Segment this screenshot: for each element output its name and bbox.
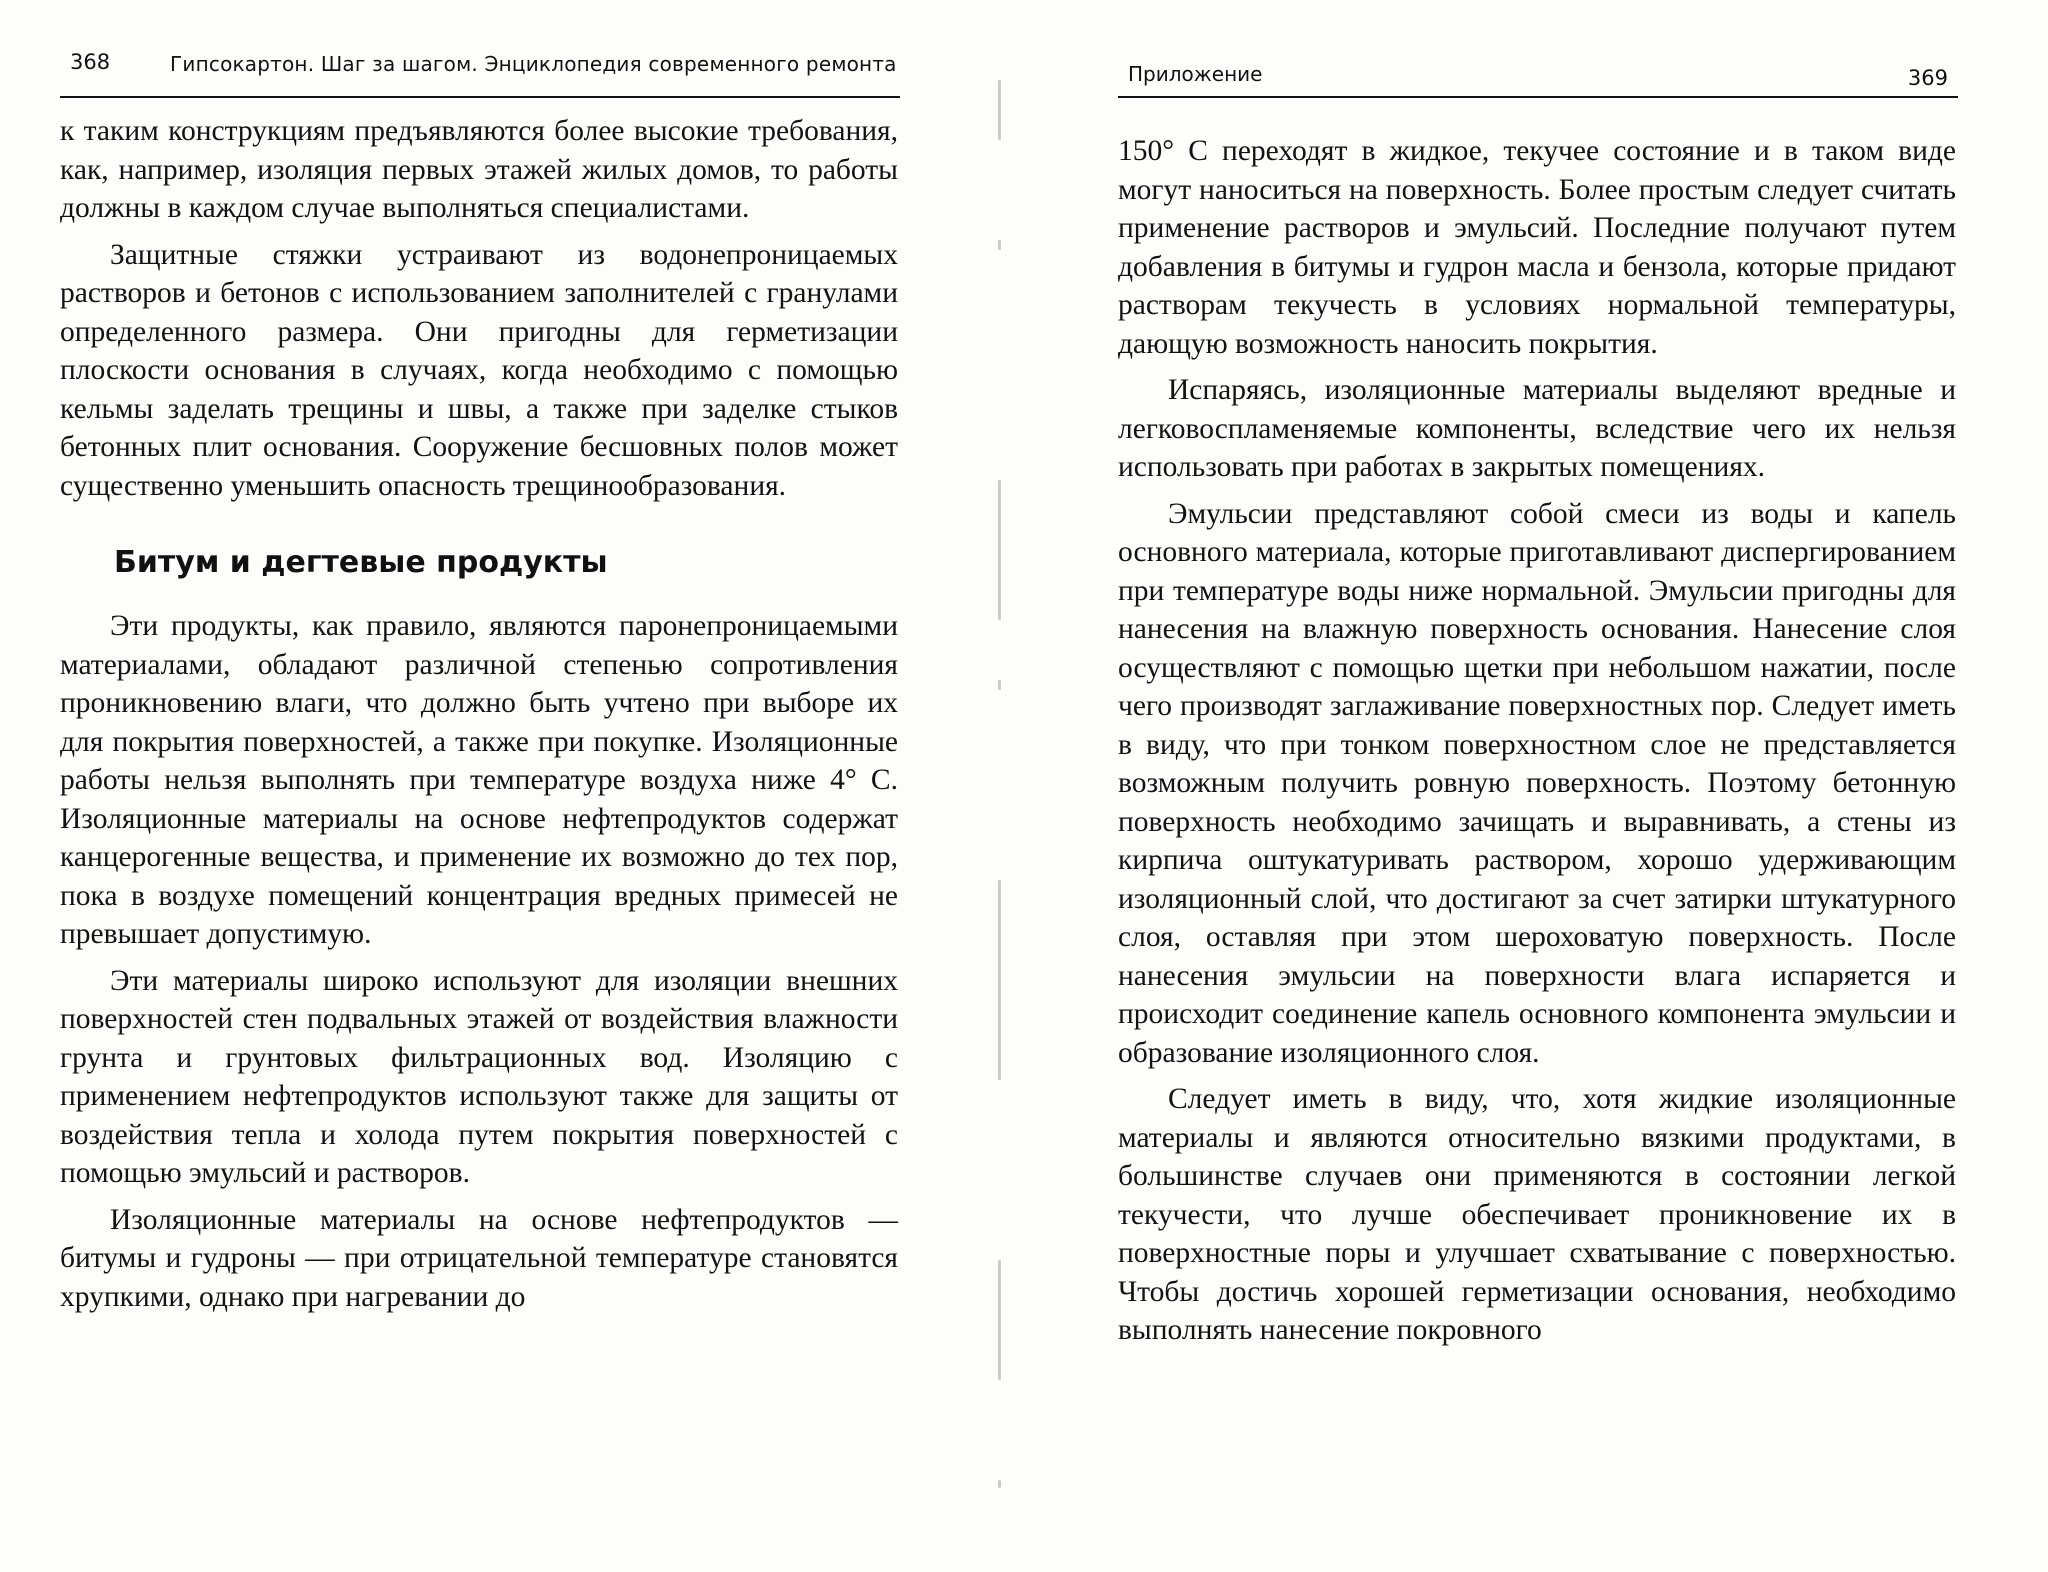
paragraph: к таким конструкциям предъявляются более высокие требования, как, например, изоляция первых этажей жилых домов, то работы должны в каждом случае выполняться специалистами. (60, 115, 898, 224)
right-page (1118, 0, 1958, 1572)
book-gutter (990, 60, 1020, 1520)
left-page (60, 0, 900, 1572)
right-page-number: 369 (1907, 66, 1948, 90)
paragraph: 150° С переходят в жидкое, текучее состояние и в таком виде могут наноситься на поверхность. Более простым следует считать применение растворов и эмульсий. Последние получают путем добавления в битумы и гудрон масла и бензола, которые придают растворам текучесть в условиях нормальной температуры, дающую возможность наносить покрытия. (1118, 135, 1956, 360)
paragraph: Эмульсии представляют собой смеси из воды и капель основного материала, которые приготавливают диспергированием при температуре воды ниже нормальной. Эмульсии пригодны для нанесения на влажную поверхность основания. Нанесение слоя осуществляют с помощью щетки при небольшом нажатии, после чего производят заглаживание поверхностных пор. Следует иметь в виду, что при тонком поверхностном слое не представляется возможным получить ровную поверхность. Поэтому бетонную поверхность необходимо зачищать и выравнивать, а стены из кирпича оштукатуривать раствором, хорошо удерживающим изоляционный слой, что достигают за счет затирки штукатурного слоя, оставляя при этом шероховатую поверхность. После нанесения эмульсии на поверхности влага испаряется и происходит соединение капель основного компонента эмульсии и образование изоляционного слоя. (1118, 497, 1956, 1069)
paragraph: Испаряясь, изоляционные материалы выделяют вредные и легковоспламеняемые компоненты, вследствие чего их нельзя использовать при работах в закрытых помещениях. (1118, 374, 1956, 483)
left-page-body (60, 112, 898, 1324)
chapter-title-header: Приложение (1128, 62, 1263, 86)
left-page-number: 368 (70, 50, 111, 74)
right-page-body (1118, 132, 1956, 1358)
paragraph: Изоляционные материалы на основе нефтепродуктов — битумы и гудроны — при отрицательной температуре становятся хрупкими, однако при нагревании до (60, 1203, 898, 1313)
section-heading: Битум и дегтевые продукты (114, 545, 608, 580)
paragraph: Эти материалы широко используют для изоляции внешних поверхностей стен подвальных этажей от воздействия влажности грунта и грунтовых фильтрационных вод. Изоляцию с применением нефтепродуктов используют также для защиты от воздействия тепла и холода путем покрытия поверхностей с помощью эмульсий и растворов. (60, 964, 898, 1189)
book-title-header: Гипсокартон. Шаг за шагом. Энциклопедия современного ремонта (170, 52, 897, 76)
paragraph: Следует иметь в виду, что, хотя жидкие изоляционные материалы и являются относительно вязкими продуктами, в большинстве случаев они применяются в состоянии легкой текучести, что лучше обеспечивает проникновение их в поверхностные поры и улучшает схватывание с поверхностью. Чтобы достичь хорошей герметизации основания, необходимо выполнять нанесение покровного (1118, 1083, 1956, 1346)
right-running-head (1118, 40, 1958, 98)
paragraph: Эти продукты, как правило, являются паронепроницаемыми материалами, обладают различной степенью сопротивления проникновению влаги, что должно быть учтено при выборе их для покрытия поверхностей, а также при покупке. Изоляционные работы нельзя выполнять при температуре воздуха ниже 4° С. Изоляционные материалы на основе нефтепродуктов содержат канцерогенные вещества, и применение их возможно до тех пор, пока в воздухе помещений концентрация вредных примесей не превышает допустимую. (60, 610, 898, 950)
left-running-head (60, 40, 900, 98)
paragraph: Защитные стяжки устраивают из водонепроницаемых растворов и бетонов с использованием заполнителей с гранулами определенного размера. Они пригодны для герметизации плоскости основания в случаях, когда необходимо с помощью кельмы заделать трещины и швы, а также при заделке стыков бетонных плит основания. Сооружение бесшовных полов может существенно уменьшить опасность трещинообразования. (60, 238, 898, 502)
